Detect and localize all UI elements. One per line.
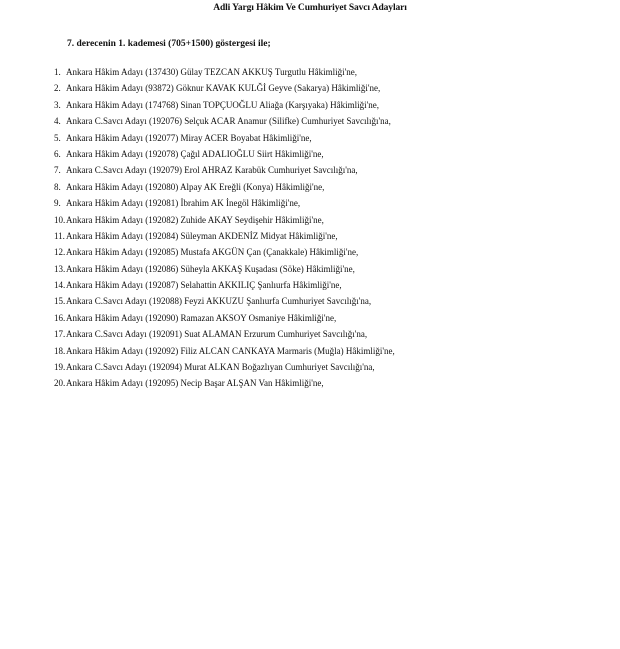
list-item-number: 5. [54,132,61,143]
list-item-number: 20. [54,378,66,389]
list-item-number: 4. [54,116,61,127]
list-item-text: Ankara Hâkim Adayı (192082) Zuhide AKAY Seydişehir Hâkimliği'ne, [66,214,324,225]
list-item-number: 8. [54,181,61,192]
list-item-number: 11. [54,230,65,241]
list-item-text: Ankara Hâkim Adayı (192086) Süheyla AKKAŞ Kuşadası (Söke) Hâkimliği'ne, [66,263,355,274]
list-item-text: Ankara Hâkim Adayı (192080) Alpay AK Ereğli (Konya) Hâkimliği'ne, [66,181,325,192]
list-item-text: Ankara C.Savcı Adayı (192091) Suat ALAMAN Erzurum Cumhuriyet Savcılığı'na, [66,329,368,340]
list-item-number: 12. [54,247,66,258]
list-item-text: Ankara Hâkim Adayı (192090) Ramazan AKSOY Osmaniye Hâkimliği'ne, [66,312,337,323]
list-item-number: 19. [54,362,66,373]
list-item-text: Ankara C.Savcı Adayı (192079) Erol AHRAZ Karabük Cumhuriyet Savcılığı'na, [66,165,358,176]
list-item-number: 7. [54,165,61,176]
list-item-text: Ankara Hâkim Adayı (137430) Gülay TEZCAN AKKUŞ Turgutlu Hâkimliği'ne, [66,67,358,77]
list-item-number: 16. [54,312,66,323]
list-item-text: Ankara Hâkim Adayı (192077) Miray ACER Boyabat Hâkimliği'ne, [66,132,312,143]
list-item-number: 14. [54,280,66,291]
list-item-text: Ankara Hâkim Adayı (192078) Çağıl ADALIOĞLU Siirt Hâkimliği'ne, [66,148,324,159]
list-item-number: 6. [54,148,61,159]
list-item-number: 1. [54,67,61,77]
list-item-number: 3. [54,99,61,110]
list-item-number: 9. [54,198,61,209]
list-item-text: Ankara Hâkim Adayı (174768) Sinan TOPÇUOĞLU Aliağa (Karşıyaka) Hâkimliği'ne, [66,99,379,110]
list-item-text: Ankara C.Savcı Adayı (192088) Feyzi AKKUZU Şanlıurfa Cumhuriyet Savcılığı'na, [66,296,372,307]
list-item-number: 10. [54,214,66,225]
list-item-text: Ankara Hâkim Adayı (192081) İbrahim AK İnegöl Hâkimliği'ne, [66,198,301,209]
list-item-text: Ankara Hâkim Adayı (192095) Necip Başar ALŞAN Van Hâkimliği'ne, [66,378,324,389]
list-item-text: Ankara Hâkim Adayı (192087) Selahattin AKKILIÇ Şanlıurfa Hâkimliği'ne, [66,280,342,291]
list-item-text: Ankara Hâkim Adayı (192092) Filiz ALCAN CANKAYA Marmaris (Muğla) Hâkimliği'ne, [66,345,395,356]
list-item-number: 15. [54,296,66,307]
list-item-text: Ankara Hâkim Adayı (192084) Süleyman AKDENİZ Midyat Hâkimliği'ne, [66,230,338,241]
list-item-number: 17. [54,329,66,340]
list-item-text: Ankara C.Savcı Adayı (192094) Murat ALKAN Boğazlıyan Cumhuriyet Savcılığı'na, [66,362,375,373]
list-item-text: Ankara Hâkim Adayı (93872) Göknur KAVAK KULĞİ Geyve (Sakarya) Hâkimliği'ne, [66,83,381,94]
list-item-number: 18. [54,345,66,356]
list-item-number: 2. [54,83,61,94]
list-item-number: 13. [54,263,66,274]
list-item-text: Ankara C.Savcı Adayı (192076) Selçuk ACAR Anamur (Silifke) Cumhuriyet Savcılığı'na, [66,116,391,127]
document-title: Adli Yargı Hâkim Ve Cumhuriyet Savcı Adayları [213,3,407,13]
document-subtitle: 7. derecenin 1. kademesi (705+1500) göstergesi ile; [67,39,271,49]
list-item-text: Ankara Hâkim Adayı (192085) Mustafa AKGÜN Çan (Çanakkale) Hâkimliği'ne, [66,247,359,258]
